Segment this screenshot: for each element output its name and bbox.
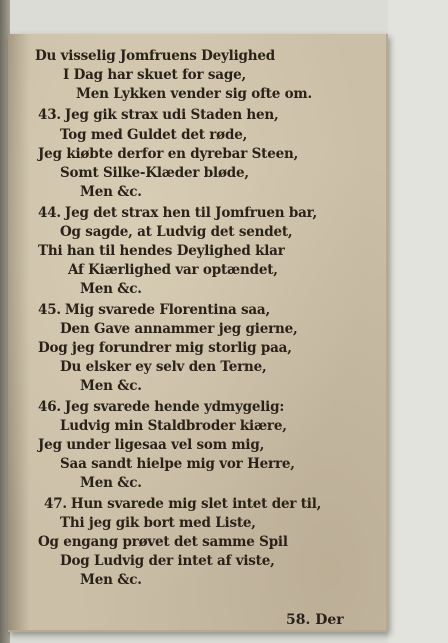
verse-line <box>60 515 256 531</box>
verse-line <box>38 534 288 550</box>
verse-line <box>60 127 247 143</box>
line-text: Saa sandt hielpe mig vor Herre, <box>60 456 295 472</box>
line-text: Ludvig min Staldbroder kiære, <box>60 418 287 434</box>
verse-line <box>38 243 285 259</box>
line-text: Den Gave annammer jeg gierne, <box>60 321 298 337</box>
verse-line <box>60 165 249 181</box>
stanza-number: 47. <box>44 496 67 512</box>
verse-line <box>60 456 295 472</box>
line-text: Dog Ludvig der intet af viste, <box>60 553 275 569</box>
verse-line <box>80 281 142 297</box>
line-text: Hun svarede mig slet intet der til, <box>70 496 322 512</box>
line-text: Thi jeg gik bort med Liste, <box>60 515 256 531</box>
verse-line <box>60 224 292 240</box>
line-text: Jeg svarede hende ydmygelig: <box>64 399 285 415</box>
line-text: Thi han til hendes Deylighed klar <box>38 243 285 259</box>
verse-line <box>60 553 275 569</box>
line-text: Og sagde, at Ludvig det sendet, <box>60 224 293 240</box>
line-text: Dog jeg forundrer mig storlig paa, <box>38 340 292 356</box>
catchword: Der <box>315 612 344 628</box>
line-text: Du elsker ey selv den Terne, <box>60 359 267 375</box>
verse-line <box>38 107 279 123</box>
stanza-number: 43. <box>38 107 61 123</box>
line-text: Jeg det strax hen til Jomfruen bar, <box>64 205 318 221</box>
stanza-number: 46. <box>38 399 61 415</box>
verse-line <box>63 67 246 83</box>
verse-line <box>38 399 284 415</box>
line-text: Men &c. <box>80 281 142 297</box>
verse-line <box>60 359 267 375</box>
line-text: I Dag har skuet for sage, <box>63 67 246 83</box>
stanza-number: 44. <box>38 205 61 221</box>
verse-line <box>60 418 287 434</box>
verse-line <box>38 437 264 453</box>
book-page <box>8 34 388 632</box>
verse-line <box>35 48 275 64</box>
verse-line <box>44 496 321 512</box>
line-text: Jeg kiøbte derfor en dyrebar Steen, <box>38 146 299 162</box>
stanza-number: 45. <box>38 302 61 318</box>
line-text: Somt Silke-Klæder bløde, <box>60 165 249 181</box>
line-text: Men &c. <box>80 184 142 200</box>
verse-line <box>38 205 317 221</box>
verse-line <box>38 302 270 318</box>
page-number: 58. <box>286 612 311 628</box>
line-text: Jeg under ligesaa vel som mig, <box>38 437 265 453</box>
line-text: Og engang prøvet det samme Spil <box>38 534 288 550</box>
verse-line <box>80 378 142 394</box>
verse-line <box>60 321 298 337</box>
line-text: Tog med Guldet det røde, <box>60 127 248 143</box>
verse-line <box>76 86 312 102</box>
verse-line <box>68 262 278 278</box>
line-text: Men Lykken vender sig ofte om. <box>76 86 312 102</box>
verse-line <box>80 184 142 200</box>
line-text: Men &c. <box>80 572 142 588</box>
scan-background <box>388 0 448 643</box>
verse-line <box>80 475 142 491</box>
line-text: Af Kiærlighed var optændet, <box>68 262 278 278</box>
line-text: Men &c. <box>80 378 142 394</box>
verse-line <box>38 340 292 356</box>
verse-line <box>80 572 142 588</box>
verse-line <box>38 146 298 162</box>
line-text: Mig svarede Florentina saa, <box>64 302 270 318</box>
line-text: Men &c. <box>80 475 142 491</box>
line-text: Jeg gik strax udi Staden hen, <box>64 107 279 123</box>
line-text: Du visselig Jomfruens Deylighed <box>35 48 275 64</box>
page-footer <box>286 612 344 628</box>
